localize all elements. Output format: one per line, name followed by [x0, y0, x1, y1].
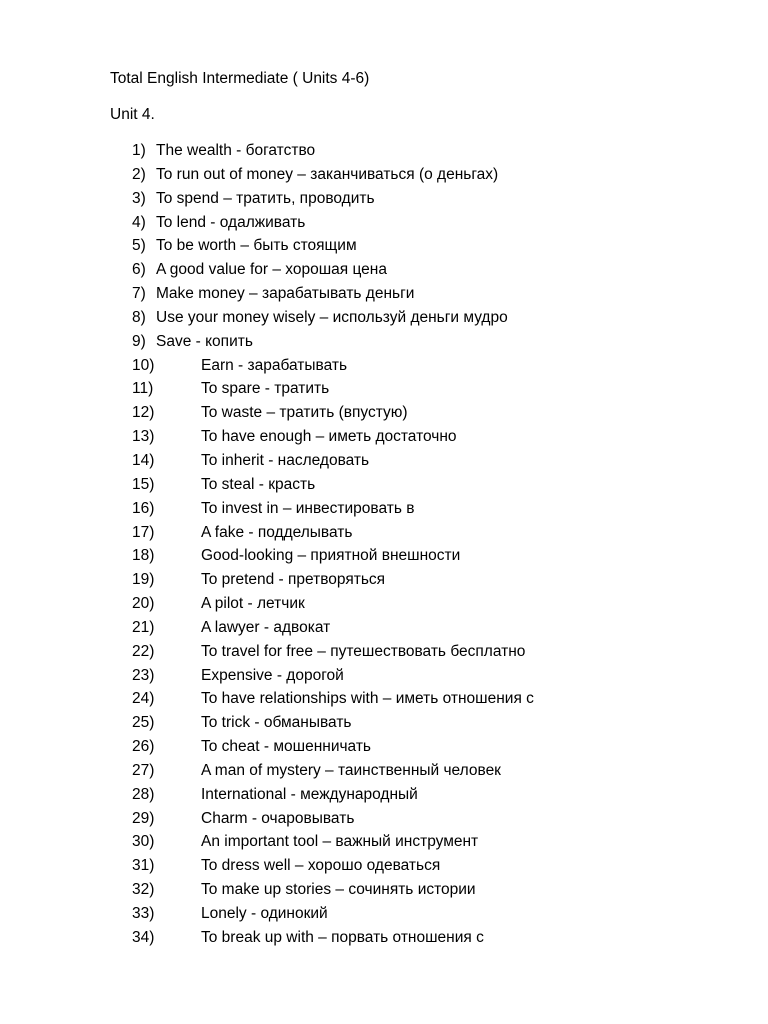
list-item — [0, 595, 768, 619]
item-text: Use your money wisely – используй деньги мудро — [156, 308, 508, 326]
item-text: To steal - красть — [201, 475, 316, 493]
item-number: 7) — [132, 285, 146, 303]
list-item — [0, 261, 768, 285]
item-text: Earn - зарабатывать — [201, 356, 348, 374]
item-number: 20) — [132, 595, 155, 613]
list-item — [0, 667, 768, 691]
list-item — [0, 237, 768, 261]
item-number: 30) — [132, 833, 155, 851]
list-item — [0, 404, 768, 428]
list-item — [0, 166, 768, 190]
list-item — [0, 142, 768, 166]
item-text: To inherit - наследовать — [201, 451, 370, 469]
item-text: Expensive - дорогой — [201, 666, 344, 684]
item-text: To dress well – хорошо одеваться — [201, 857, 441, 875]
item-number: 28) — [132, 785, 155, 803]
item-number: 22) — [132, 642, 155, 660]
item-text: The wealth - богатство — [156, 142, 316, 159]
item-text: A lawyer - адвокат — [201, 618, 331, 636]
list-item — [0, 524, 768, 548]
item-text: To have enough – иметь достаточно — [201, 428, 457, 446]
item-text: To pretend - претворяться — [201, 571, 386, 589]
item-number: 31) — [132, 857, 155, 875]
list-item — [0, 190, 768, 214]
list-item — [0, 833, 768, 857]
item-number: 14) — [132, 451, 155, 469]
item-number: 23) — [132, 666, 155, 684]
list-item — [0, 380, 768, 404]
list-item — [0, 881, 768, 905]
item-number: 34) — [132, 928, 155, 946]
item-number: 29) — [132, 809, 155, 827]
item-text: A good value for – хорошая цена — [156, 261, 387, 279]
list-item — [0, 714, 768, 738]
item-number: 6) — [132, 261, 146, 279]
item-text: A pilot - летчик — [201, 595, 305, 613]
item-text: To be worth – быть стоящим — [156, 237, 357, 255]
item-number: 3) — [132, 189, 146, 207]
item-text: A man of mystery – таинственный человек — [201, 761, 501, 779]
list-item — [0, 476, 768, 500]
item-number: 32) — [132, 881, 155, 899]
item-text: To spend – тратить, проводить — [156, 189, 375, 207]
item-number: 27) — [132, 761, 155, 779]
list-item — [0, 619, 768, 643]
item-text: Lonely - одинокий — [201, 905, 328, 922]
item-text: A fake - подделывать — [201, 523, 353, 541]
list-item — [0, 643, 768, 667]
list-item — [0, 905, 768, 929]
item-text: To make up stories – сочинять истории — [201, 881, 476, 899]
list-item — [0, 428, 768, 452]
list-item — [0, 547, 768, 571]
item-text: To travel for free – путешествовать бесплатно — [201, 642, 526, 660]
list-item — [0, 762, 768, 786]
item-number: 8) — [132, 308, 146, 326]
list-item — [0, 810, 768, 834]
item-text: Save - копить — [156, 332, 253, 350]
item-text: An important tool – важный инструмент — [201, 833, 479, 851]
item-number: 19) — [132, 571, 155, 589]
item-number: 17) — [132, 523, 155, 541]
item-number: 10) — [132, 356, 155, 374]
item-text: International - международный — [201, 785, 418, 803]
item-text: To run out of money – заканчиваться (о деньгах) — [156, 165, 499, 183]
list-item — [0, 285, 768, 309]
item-number: 12) — [132, 404, 155, 422]
item-number: 26) — [132, 738, 155, 756]
item-number: 15) — [132, 475, 155, 493]
item-number: 5) — [132, 237, 146, 255]
item-number: 25) — [132, 714, 155, 732]
item-number: 13) — [132, 428, 155, 446]
item-number: 24) — [132, 690, 155, 708]
list-item — [0, 857, 768, 881]
item-number: 18) — [132, 547, 155, 565]
item-text: Good-looking – приятной внешности — [201, 547, 461, 565]
item-number: 2) — [132, 165, 146, 183]
list-item — [0, 929, 768, 953]
list-item — [0, 309, 768, 333]
list-item — [0, 214, 768, 238]
list-item — [0, 690, 768, 714]
item-text: To lend - одалживать — [156, 213, 306, 231]
item-number: 16) — [132, 499, 155, 517]
list-item — [0, 452, 768, 476]
item-text: Make money – зарабатывать деньги — [156, 285, 415, 303]
item-number: 33) — [132, 905, 155, 922]
item-text: Charm - очаровывать — [201, 809, 355, 827]
item-number: 9) — [132, 332, 146, 350]
item-number: 21) — [132, 618, 155, 636]
list-item — [0, 500, 768, 524]
item-number: 1) — [132, 142, 146, 159]
item-number: 11) — [132, 380, 154, 398]
unit-heading: Unit 4. — [110, 106, 155, 123]
list-item — [0, 786, 768, 810]
item-text: To have relationships with – иметь отношения с — [201, 690, 534, 708]
item-text: To invest in – инвестировать в — [201, 499, 415, 517]
item-text: To break up with – порвать отношения с — [201, 928, 484, 946]
item-number: 4) — [132, 213, 146, 231]
item-text: To spare - тратить — [201, 380, 330, 398]
list-item — [0, 333, 768, 357]
list-item — [0, 738, 768, 762]
item-text: To waste – тратить (впустую) — [201, 404, 408, 422]
item-text: To cheat - мошенничать — [201, 738, 372, 756]
item-text: To trick - обманывать — [201, 714, 352, 732]
list-item — [0, 357, 768, 381]
list-item — [0, 571, 768, 595]
vocabulary-list — [0, 142, 768, 953]
document-title: Total English Intermediate ( Units 4-6) — [110, 70, 370, 87]
